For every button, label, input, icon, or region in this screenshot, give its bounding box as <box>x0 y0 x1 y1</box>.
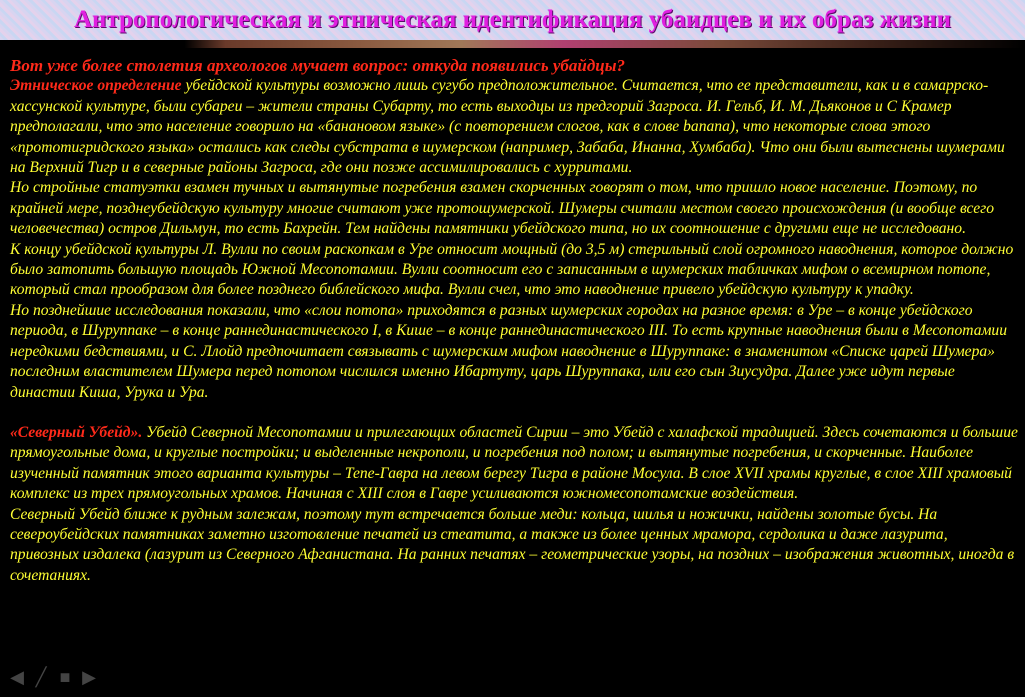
paragraph-text: убейдской культуры возможно лишь сугубо предположительное. Считается, что ее представители, как и в самаррско-хассунской культуре, были субареи – жители страны Субарту, то есть выходцы из предгорий Загроса. И. Гельб, И. М. Дьяконов и С Крамер предполагали, что это население говорило на «банановом языке» (с повторением слогов, как в слове banana), что некоторые слова этого «прототигридского языка» остались как следы субстрата в шумерском (например, Забаба, Инанна, Хумбаба). Что они были вытеснены шумерами на Верхний Тигр и в северные районы Загроса, где они позже ассимилировались с хурритами. <box>10 77 1005 177</box>
paragraph-ethnic <box>10 76 1020 178</box>
paragraph-flood-research: Но позднейшие исследования показали, что «слои потопа» приходятся в разных шумерских городах на разное время: в Уре – в конце убейдского периода, в Шуруппаке – в конце раннединастического I, в Кише – в конце раннединастического III. То есть крупные наводнения были в Месопотамии нередкими бедствиями, и С. Ллойд предпочитает связывать с шумерским мифом наводнение в Шуруппаке: в знаменитом «Списке царей Шумера» последним властителем Шумера перед потопом числился именно Ибартуту, царь Шуруппака, или его сын Зиусудра. Далее уже идут первые династии Киша, Урука и Ура. <box>10 301 1008 401</box>
paragraph-statuettes: Но стройные статуэтки взамен тучных и вытянутые погребения взамен скорченных говорят о том, что пришло новое население. Поэтому, по крайней мере, позднеубейдскую культуру многие считают уже протошумерской. Шумеры считали местом своего происхождения (и вообще всего человечества) остров Дильмун, то есть Бахрейн. Тем найдены памятники убейдского типа, но их соотношение с другими еще не исследовано. <box>10 179 995 238</box>
pencil-icon[interactable]: ╱ <box>35 667 47 687</box>
paragraph-text: Убейд Северной Месопотамии и прилегающих областей Сирии – это Убейд с халафской традицией. Здесь сочетаются и большие прямоугольные дома, и круглые постройки; и выделенные некрополи, и погребения под полом; и вытянутые погребения, и скорченные. Наиболее изученный памятник этого варианта культуры – Тепе-Гавра на левом берегу Тигра в районе Мосула. В слое XVII храмы круглые, в слое XIII храмовый комплекс из трех прямоугольных храмов. Начиная с XIII слоя в Гавре усиливаются южномесопотамские воздействия. <box>10 423 1018 503</box>
navigation-buttons <box>8 668 98 686</box>
header-image-strip <box>0 40 1025 48</box>
lead-question: Вот уже более столетия археологов мучает вопрос: откуда появились убайдцы? <box>10 56 626 75</box>
article-content <box>10 56 1020 586</box>
highlight-northern-ubaid: «Северный Убейд». <box>10 423 143 441</box>
paragraph-northern-ubaid <box>10 423 1020 505</box>
arrow-left-icon[interactable]: ◀ <box>10 667 24 687</box>
page-title: Антропологическая и этническая идентификация убаидцев и их образ жизни <box>73 6 952 33</box>
stop-icon[interactable]: ■ <box>59 667 71 687</box>
page-header <box>0 0 1025 40</box>
arrow-right-icon[interactable]: ▶ <box>82 667 96 687</box>
highlight-ethnic: Этническое определение <box>10 77 182 95</box>
paragraph-flood: К концу убейдской культуры Л. Вулли по своим раскопкам в Уре относит мощный (до 3,5 м) стерильный слой огромного наводнения, которое должно было затопить большую площадь Южной Месопотамии. Вулли соотносит его с записанным в шумерских табличках мифом о всемирном потопе, который стал прообразом для более позднего библейского мифа. Вулли счел, что это наводнение привело убейдскую культуру к упадку. <box>10 240 1014 299</box>
paragraph-copper: Северный Убейд ближе к рудным залежам, поэтому тут встречается больше меди: кольца, шилья и ножички, найдены золотые бусы. На североубейдских памятниках заметно изготовление печатей из стеатита, а также из более ценных мрамора, сердолика и даже лазурита, привозных издалека (лазурит из Северного Афганистана. На ранних печатях – геометрические узоры, на поздних – изображения животных, иногда в сочетаниях. <box>10 505 1015 584</box>
